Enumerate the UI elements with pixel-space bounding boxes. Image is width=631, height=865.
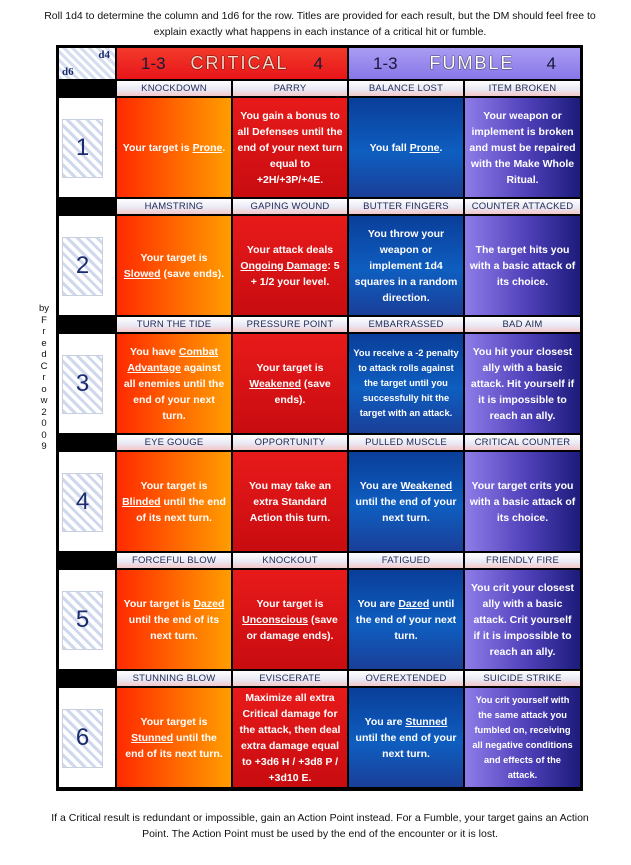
result-title: PRESSURE POINT: [233, 317, 347, 332]
fumble-header: [349, 48, 580, 79]
fumble-end: 4: [546, 53, 556, 73]
result-description: [465, 688, 580, 787]
result-text-pre: Your target is: [123, 597, 194, 610]
result-text-pre: The target hits you with a basic attack of its choice.: [469, 243, 576, 288]
result-title: EVISCERATE: [233, 671, 347, 686]
result-text-post: .: [222, 141, 226, 154]
result-text-pre: You are: [359, 479, 401, 492]
result-description: [349, 98, 463, 197]
result-text-post: : 5 + 1/2 your level.: [250, 259, 340, 288]
result-text-pre: Your target is: [256, 361, 324, 374]
result-text: [121, 478, 227, 526]
byline-char: C: [40, 360, 48, 372]
result-text-pre: Your target is: [122, 141, 193, 154]
result-text-post: (save or damage ends).: [246, 613, 338, 642]
result-title: OVEREXTENDED: [349, 671, 463, 686]
result-description: [465, 216, 580, 315]
result-text: [237, 108, 343, 188]
condition-term: Blinded: [122, 495, 161, 508]
result-title: TURN THE TIDE: [117, 317, 231, 332]
result-text-pre: You are: [357, 597, 399, 610]
result-text: [370, 140, 443, 156]
result-text: [353, 714, 459, 762]
row-number: 5: [62, 591, 103, 650]
result-text-post: until the end of its next turn.: [136, 495, 226, 524]
result-text-pre: You crit yourself with the same attack you fumbled on, receiving all negative conditions and effects of the attack.: [472, 694, 573, 780]
result-title: BALANCE LOST: [349, 81, 463, 96]
critical-header: [117, 48, 347, 79]
result-description: [465, 570, 580, 669]
result-title: STUNNING BLOW: [117, 671, 231, 686]
result-text: [469, 580, 576, 660]
result-text: [237, 690, 343, 786]
result-description: [349, 452, 463, 551]
d4-label: d4: [98, 49, 110, 61]
outro-text: If a Critical result is redundant or impossible, gain an Action Point instead. For a Fumble, your target gains an Action Point. The Action Point must be used by the end of the encounter or it is lost.: [51, 812, 589, 840]
result-text: [237, 242, 343, 290]
result-text-pre: You gain a bonus to all Defenses until the end of your next turn equal to +2H/+3P/+4E.: [237, 109, 343, 186]
result-text-post: until the end of your next turn.: [355, 597, 457, 642]
result-description: [117, 452, 231, 551]
result-description: [233, 216, 347, 315]
d6-label: d6: [62, 66, 74, 78]
byline-char: 2: [41, 406, 47, 418]
condition-term: Prone: [409, 141, 440, 154]
result-text: [353, 226, 459, 306]
condition-term: Weakened: [400, 479, 453, 492]
row-number-cell: [59, 334, 115, 433]
byline-char: 0: [41, 429, 47, 441]
result-title: FATIGUED: [349, 553, 463, 568]
result-title: COUNTER ATTACKED: [465, 199, 580, 214]
result-title: KNOCKOUT: [233, 553, 347, 568]
result-text: [237, 360, 343, 408]
row-number: 2: [62, 237, 103, 296]
result-description: [349, 570, 463, 669]
result-text: [469, 478, 576, 526]
result-description: [349, 216, 463, 315]
result-description: [117, 216, 231, 315]
condition-term: Unconscious: [242, 613, 309, 626]
condition-term: Stunned: [405, 715, 448, 728]
byline-char: 0: [41, 418, 47, 429]
result-description: [117, 98, 231, 197]
result-text-pre: You have: [130, 345, 179, 358]
result-text-pre: You hit your closest ally with a basic attack. Hit yourself if it is impossible to reach an ally.: [470, 345, 575, 422]
result-title: EMBARRASSED: [349, 317, 463, 332]
result-text: [353, 478, 459, 526]
byline-char: 9: [41, 441, 47, 452]
result-text-post: until the end of its next turn.: [128, 613, 220, 642]
byline-char: F: [41, 314, 47, 326]
result-text-pre: You throw your weapon or implement 1d4 squares in a random direction.: [354, 227, 458, 304]
result-description: [233, 334, 347, 433]
result-text-pre: Your target is: [140, 715, 208, 728]
critical-end: 4: [313, 53, 323, 73]
result-text-pre: Your weapon or implement is broken and must be repaired with the Make Whole Ritual.: [469, 109, 576, 186]
result-description: [233, 688, 347, 787]
result-title: FORCEFUL BLOW: [117, 553, 231, 568]
row-number: 3: [62, 355, 103, 414]
result-text-pre: You may take an extra Standard Action this turn.: [248, 479, 332, 524]
result-description: [465, 334, 580, 433]
result-title: KNOCKDOWN: [117, 81, 231, 96]
condition-term: Combat Advantage: [127, 345, 218, 374]
result-text-post: against all enemies until the end of your next turn.: [123, 361, 225, 422]
result-title: CRITICAL COUNTER: [465, 435, 580, 450]
result-description: [465, 452, 580, 551]
result-title: ITEM BROKEN: [465, 81, 580, 96]
intro-text: Roll 1d4 to determine the column and 1d6 for the row. Titles are provided for each result, but the DM should feel free to explain exactly what happens in each instance of a critical hit or fumble.: [44, 10, 596, 38]
result-title: HAMSTRING: [117, 199, 231, 214]
result-title: SUICIDE STRIKE: [465, 671, 580, 686]
result-text-post: (save ends).: [274, 377, 331, 406]
result-title: PARRY: [233, 81, 347, 96]
result-text-post: until the end of your next turn.: [355, 731, 457, 760]
fumble-range: 1-3: [373, 53, 398, 73]
result-description: [349, 688, 463, 787]
condition-term: Prone: [192, 141, 223, 154]
condition-term: Ongoing Damage: [240, 259, 328, 272]
result-text-pre: Your target is: [140, 251, 208, 264]
result-text: [237, 596, 343, 644]
condition-term: Dazed: [193, 597, 225, 610]
result-text: [353, 596, 459, 644]
result-description: [233, 98, 347, 197]
result-description: [117, 570, 231, 669]
result-title: OPPORTUNITY: [233, 435, 347, 450]
result-title: FRIENDLY FIRE: [465, 553, 580, 568]
critical-fumble-table: [56, 45, 583, 791]
result-title: BUTTER FINGERS: [349, 199, 463, 214]
result-text-pre: Your target is: [140, 479, 208, 492]
row-number: 4: [62, 473, 103, 532]
result-description: [233, 452, 347, 551]
byline-char: w: [40, 395, 48, 406]
fumble-label: FUMBLE: [429, 53, 515, 73]
result-text-post: .: [439, 141, 443, 154]
row-number: 1: [62, 119, 103, 178]
author-byline: [34, 303, 54, 453]
byline-char: by: [38, 303, 50, 314]
result-text-pre: Your target is: [256, 597, 324, 610]
result-text: [121, 596, 227, 644]
result-text: [121, 344, 227, 424]
byline-char: o: [41, 383, 47, 395]
result-text-post: until the end of its next turn.: [125, 731, 223, 760]
result-title: PULLED MUSCLE: [349, 435, 463, 450]
result-text-pre: You fall: [369, 141, 410, 154]
result-text-pre: You crit your closest ally with a basic attack. Crit yourself if it is impossible to reach an ally.: [470, 581, 575, 658]
byline-char: d: [41, 349, 47, 360]
condition-term: Dazed: [398, 597, 430, 610]
result-text: [353, 346, 459, 421]
result-text-pre: Maximize all extra Critical damage for the attack, then deal extra damage equal to +3d6 H / +3d8 P / +3d10 E.: [239, 691, 341, 784]
result-text-post: until the end of your next turn.: [355, 495, 457, 524]
result-description: [117, 334, 231, 433]
result-text-post: (save ends).: [160, 267, 225, 280]
result-text: [469, 108, 576, 188]
critical-range: 1-3: [141, 53, 166, 73]
condition-term: Slowed: [123, 267, 161, 280]
result-description: [233, 570, 347, 669]
byline-char: r: [42, 326, 46, 337]
condition-term: Weakened: [249, 377, 301, 390]
row-number-cell: [59, 98, 115, 197]
row-number-cell: [59, 452, 115, 551]
result-text-pre: Your target crits you with a basic attack of its choice.: [469, 479, 576, 524]
byline-char: r: [42, 372, 46, 383]
result-text: [121, 250, 227, 282]
result-text-pre: Your attack deals: [246, 243, 334, 256]
result-text: [469, 693, 576, 783]
row-number: 6: [62, 709, 103, 768]
result-text: [237, 478, 343, 526]
result-text: [123, 140, 226, 156]
result-title: GAPING WOUND: [233, 199, 347, 214]
result-description: [465, 98, 580, 197]
row-number-cell: [59, 216, 115, 315]
result-title: EYE GOUGE: [117, 435, 231, 450]
row-number-cell: [59, 688, 115, 787]
result-text: [469, 242, 576, 290]
row-number-cell: [59, 570, 115, 669]
result-text: [469, 344, 576, 424]
dice-corner: [59, 48, 115, 79]
condition-term: Stunned: [131, 731, 174, 744]
result-text-pre: You are: [364, 715, 406, 728]
result-description: [349, 334, 463, 433]
result-text-pre: You receive a -2 penalty to attack rolls against the target until you successfully hit the target with an attack.: [353, 348, 459, 418]
critical-label: CRITICAL: [190, 53, 289, 73]
byline-char: e: [41, 337, 47, 349]
result-text: [121, 714, 227, 762]
result-description: [117, 688, 231, 787]
result-title: BAD AIM: [465, 317, 580, 332]
